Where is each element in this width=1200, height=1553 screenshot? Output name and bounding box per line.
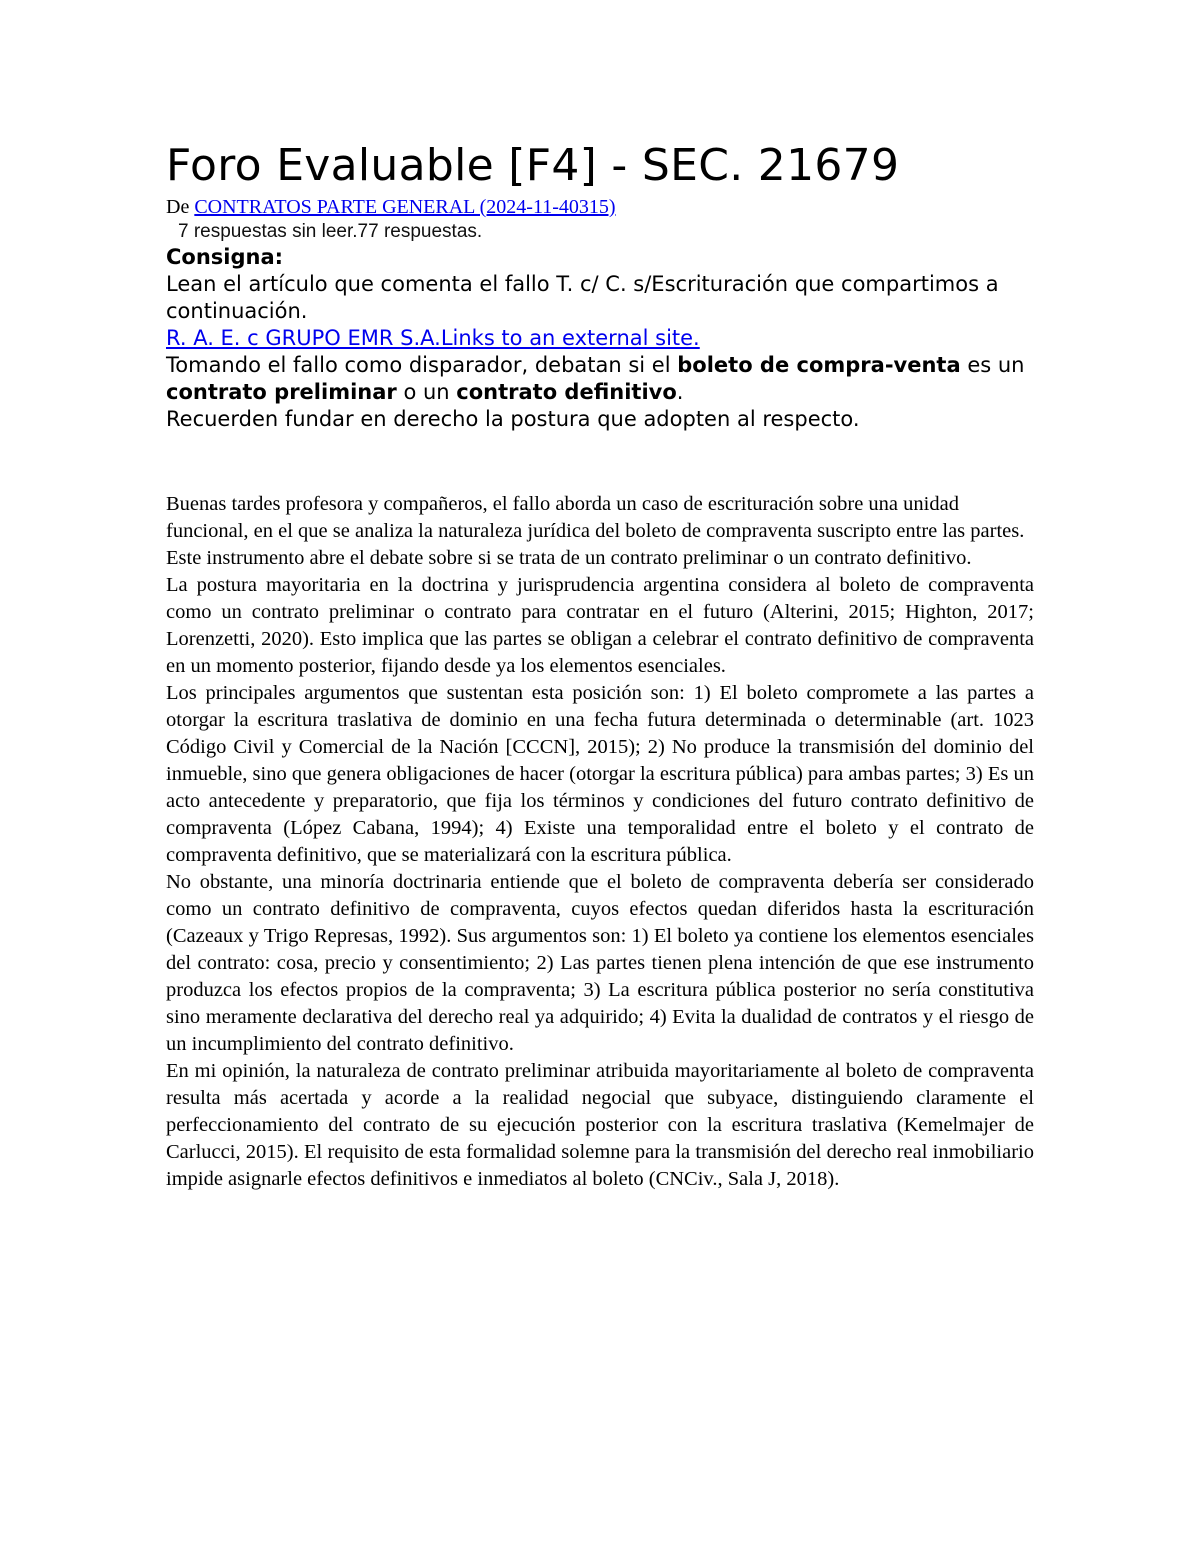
- from-prefix: De: [166, 196, 195, 218]
- consigna-line-3: Recuerden fundar en derecho la postura que adopten al respecto.: [166, 407, 860, 431]
- post-paragraph: La postura mayoritaria en la doctrina y jurisprudencia argentina considera al boleto de compraventa como un contrato preliminar o contrato para contratar en el futuro (Alterini, 2015; Highton, 2017; Lorenzetti, 2020). Esto implica que las partes se obligan a celebrar el contrato definitivo de compraventa en un momento posterior, fijando desde ya los elementos esenciales.: [166, 574, 1034, 677]
- course-line: [166, 194, 1034, 220]
- consigna-text: o un: [396, 380, 457, 404]
- consigna-text: Tomando el fallo como disparador, debatan si el: [166, 353, 678, 377]
- external-article-link[interactable]: R. A. E. c GRUPO EMR S.A.Links to an external site.: [166, 326, 700, 350]
- consigna-line-1: Lean el artículo que comenta el fallo T. c/ C. s/Escrituración que compartimos a continuación.: [166, 272, 999, 323]
- document-page: [166, 138, 1034, 1193]
- consigna-line-2: [166, 352, 1034, 406]
- forum-post-body: [166, 491, 1034, 1193]
- consigna-bold-boleto: boleto de compra-venta: [677, 353, 961, 377]
- unread-count: 7 respuestas sin leer.: [178, 221, 358, 242]
- consigna-label: Consigna:: [166, 245, 284, 269]
- consigna-text: .: [676, 380, 684, 404]
- reply-counts: [166, 220, 1034, 244]
- assignment-prompt: [166, 244, 1034, 433]
- consigna-text: es un: [960, 353, 1025, 377]
- post-paragraph: Buenas tardes profesora y compañeros, el fallo aborda un caso de escrituración sobre una unidad funcional, en el que se analiza la naturaleza jurídica del boleto de compraventa suscripto entre las partes. Este instrumento abre el debate sobre si se trata de un contrato preliminar o un contrato definitivo.: [166, 493, 1025, 569]
- post-paragraph: Los principales argumentos que sustentan esta posición son: 1) El boleto compromete a las partes a otorgar la escritura traslativa de dominio en una fecha futura determinada o determinable (art. 1023 Código Civil y Comercial de la Nación [CCCN], 2015); 2) No produce la transmisión del dominio del inmueble, sino que genera obligaciones de hacer (otorgar la escritura pública) para ambas partes; 3) Es un acto antecedente y preparatorio, que fija los términos y condiciones del futuro contrato definitivo de compraventa (López Cabana, 1994); 4) Existe una temporalidad entre el boleto y el contrato de compraventa definitivo, que se materializará con la escritura pública.: [166, 682, 1034, 866]
- spacer: [166, 433, 1034, 491]
- post-paragraph: No obstante, una minoría doctrinaria entiende que el boleto de compraventa debería ser considerado como un contrato definitivo de compraventa, cuyos efectos quedan diferidos hasta la escrituración (Cazeaux y Trigo Represas, 1992). Sus argumentos son: 1) El boleto ya contiene los elementos esenciales del contrato: cosa, precio y consentimiento; 2) Las partes tienen plena intención de que ese instrumento produzca los efectos propios de la compraventa; 3) La escritura pública posterior no sería constitutiva sino meramente declarativa del derecho real ya adquirido; 4) Evita la dualidad de contratos y el riesgo de un incumplimiento del contrato definitivo.: [166, 871, 1034, 1055]
- page-title: Foro Evaluable [F4] - SEC. 21679: [166, 140, 900, 191]
- consigna-bold-preliminar: contrato preliminar: [166, 380, 397, 404]
- consigna-bold-definitivo: contrato definitivo: [456, 380, 677, 404]
- reply-count: 77 respuestas.: [357, 221, 483, 242]
- course-link[interactable]: CONTRATOS PARTE GENERAL (2024-11-40315): [194, 196, 616, 218]
- post-paragraph: En mi opinión, la naturaleza de contrato preliminar atribuida mayoritariamente al boleto de compraventa resulta más acertada y acorde a la realidad negocial que subyace, distinguiendo claramente el perfeccionamiento del contrato de su ejecución posterior con la escritura traslativa (Kemelmajer de Carlucci, 2015). El requisito de esta formalidad solemne para la transmisión del derecho real inmobiliario impide asignarle efectos definitivos e inmediatos al boleto (CNCiv., Sala J, 2018).: [166, 1060, 1034, 1190]
